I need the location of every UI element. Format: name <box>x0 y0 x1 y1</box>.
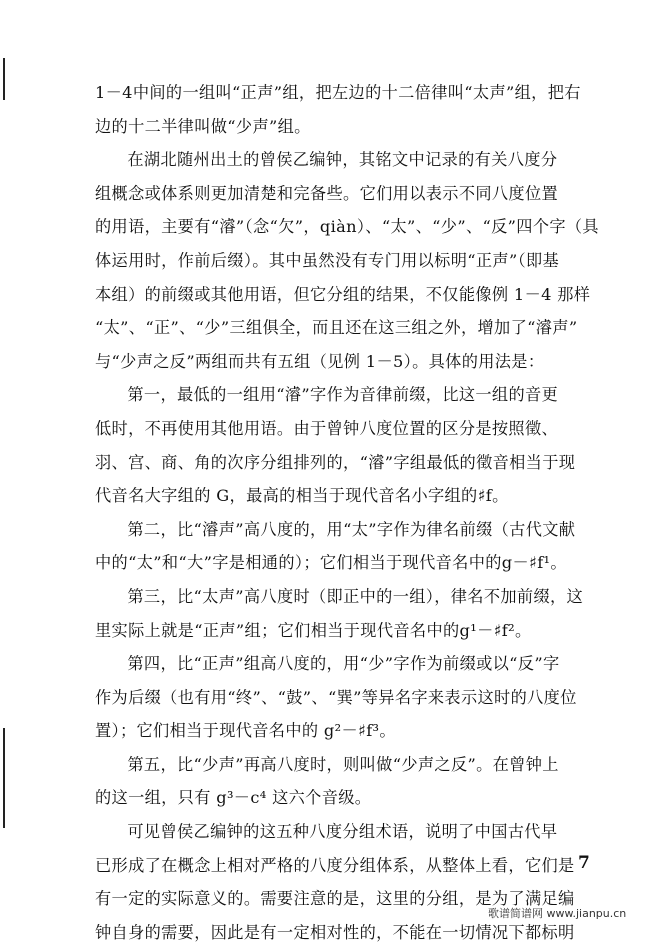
page-number: 7 <box>578 853 590 873</box>
text-line: 可见曾侯乙编钟的这五种八度分组术语，说明了中国古代早 <box>127 822 558 842</box>
paragraph-1 <box>95 76 600 143</box>
paragraph-8 <box>95 815 600 949</box>
text-line: “太”、“正”、“少”三组俱全，而且还在这三组之外，增加了“濬声” <box>95 318 578 338</box>
text-line: 代音名大字组的 G，最高的相当于现代音名小字组的♯f。 <box>95 486 509 506</box>
paragraph-4 <box>95 513 600 580</box>
text-line: 置）；它们相当于现代音名中的 g²－♯f³。 <box>95 721 396 741</box>
text-line: 边的十二半律叫做“少声”组。 <box>95 116 311 136</box>
text-line: 有一定的实际意义的。需要注意的是，这里的分组，是为了满足编 <box>95 889 575 909</box>
text-line: 低时，不再使用其他用语。由于曾钟八度位置的区分是按照徵、 <box>95 418 559 438</box>
text-line: 中的“太”和“大”字是相通的）；它们相当于现代音名中的g－♯f¹。 <box>95 553 567 573</box>
text-line: 的这一组，只有 g³－c⁴ 这六个音级。 <box>95 788 372 808</box>
text-line: 钟自身的需要，因此是有一定相对性的，不能在一切情况下都标明 <box>95 922 575 942</box>
paragraph-5 <box>95 580 600 647</box>
text-line: 第五，比“少声”再高八度时，则叫做“少声之反”。在曾钟上 <box>127 754 559 774</box>
text-line: 与“少声之反”两组而共有五组（见例 1－5）。具体的用法是： <box>95 351 545 371</box>
text-line: 的用语，主要有“濬”（念“欠”，qiàn）、“太”、“少”、“反”四个字（具 <box>95 217 599 237</box>
text-line: 在湖北随州出土的曾侯乙编钟，其铭文中记录的有关八度分 <box>127 150 558 170</box>
text-line: 1－4中间的一组叫“正声”组，把左边的十二倍律叫“太声”组，把右 <box>95 83 581 102</box>
paragraph-3 <box>95 378 600 512</box>
text-line: 第二，比“濬声”高八度的，用“太”字作为律名前缀（古代文献 <box>127 519 576 539</box>
text-line: 第四，比“正声”组高八度的，用“少”字作为前缀或以“反”字 <box>127 654 560 674</box>
text-line: 第一，最低的一组用“濬”字作为音律前缀，比这一组的音更 <box>127 385 559 405</box>
scan-edge-mark-top <box>3 58 5 100</box>
scan-edge-mark-bottom <box>3 728 5 828</box>
paragraph-2 <box>95 143 600 378</box>
text-line: 第三，比“太声”高八度时（即正中的一组），律名不加前缀，这 <box>127 586 584 606</box>
text-line: 本组）的前缀或其他用语，但它分组的结果，不仅能像例 1－4 那样 <box>95 284 591 304</box>
text-line: 体运用时，作前后缀）。其中虽然没有专门用以标明“正声”（即基 <box>95 250 560 270</box>
paragraph-6 <box>95 647 600 748</box>
text-line: 作为后缀（也有用“终”、“鼓”、“巽”等异名字来表示这时的八度位 <box>95 687 577 707</box>
text-line: 已形成了在概念上相对严格的八度分组体系，从整体上看，它们是 <box>95 855 575 875</box>
text-line: 羽、宫、商、角的次序分组排列的，“濬”字组最低的徵音相当于现 <box>95 452 576 472</box>
page-body <box>95 76 600 949</box>
paragraph-7 <box>95 748 600 815</box>
watermark: 歌谱简谱网 www.jianpu.cn <box>488 907 627 920</box>
text-line: 里实际上就是“正声”组；它们相当于现代音名中的g¹－♯f²。 <box>95 620 532 640</box>
text-line: 组概念或体系则更加清楚和完备些。它们用以表示不同八度位置 <box>95 183 559 203</box>
